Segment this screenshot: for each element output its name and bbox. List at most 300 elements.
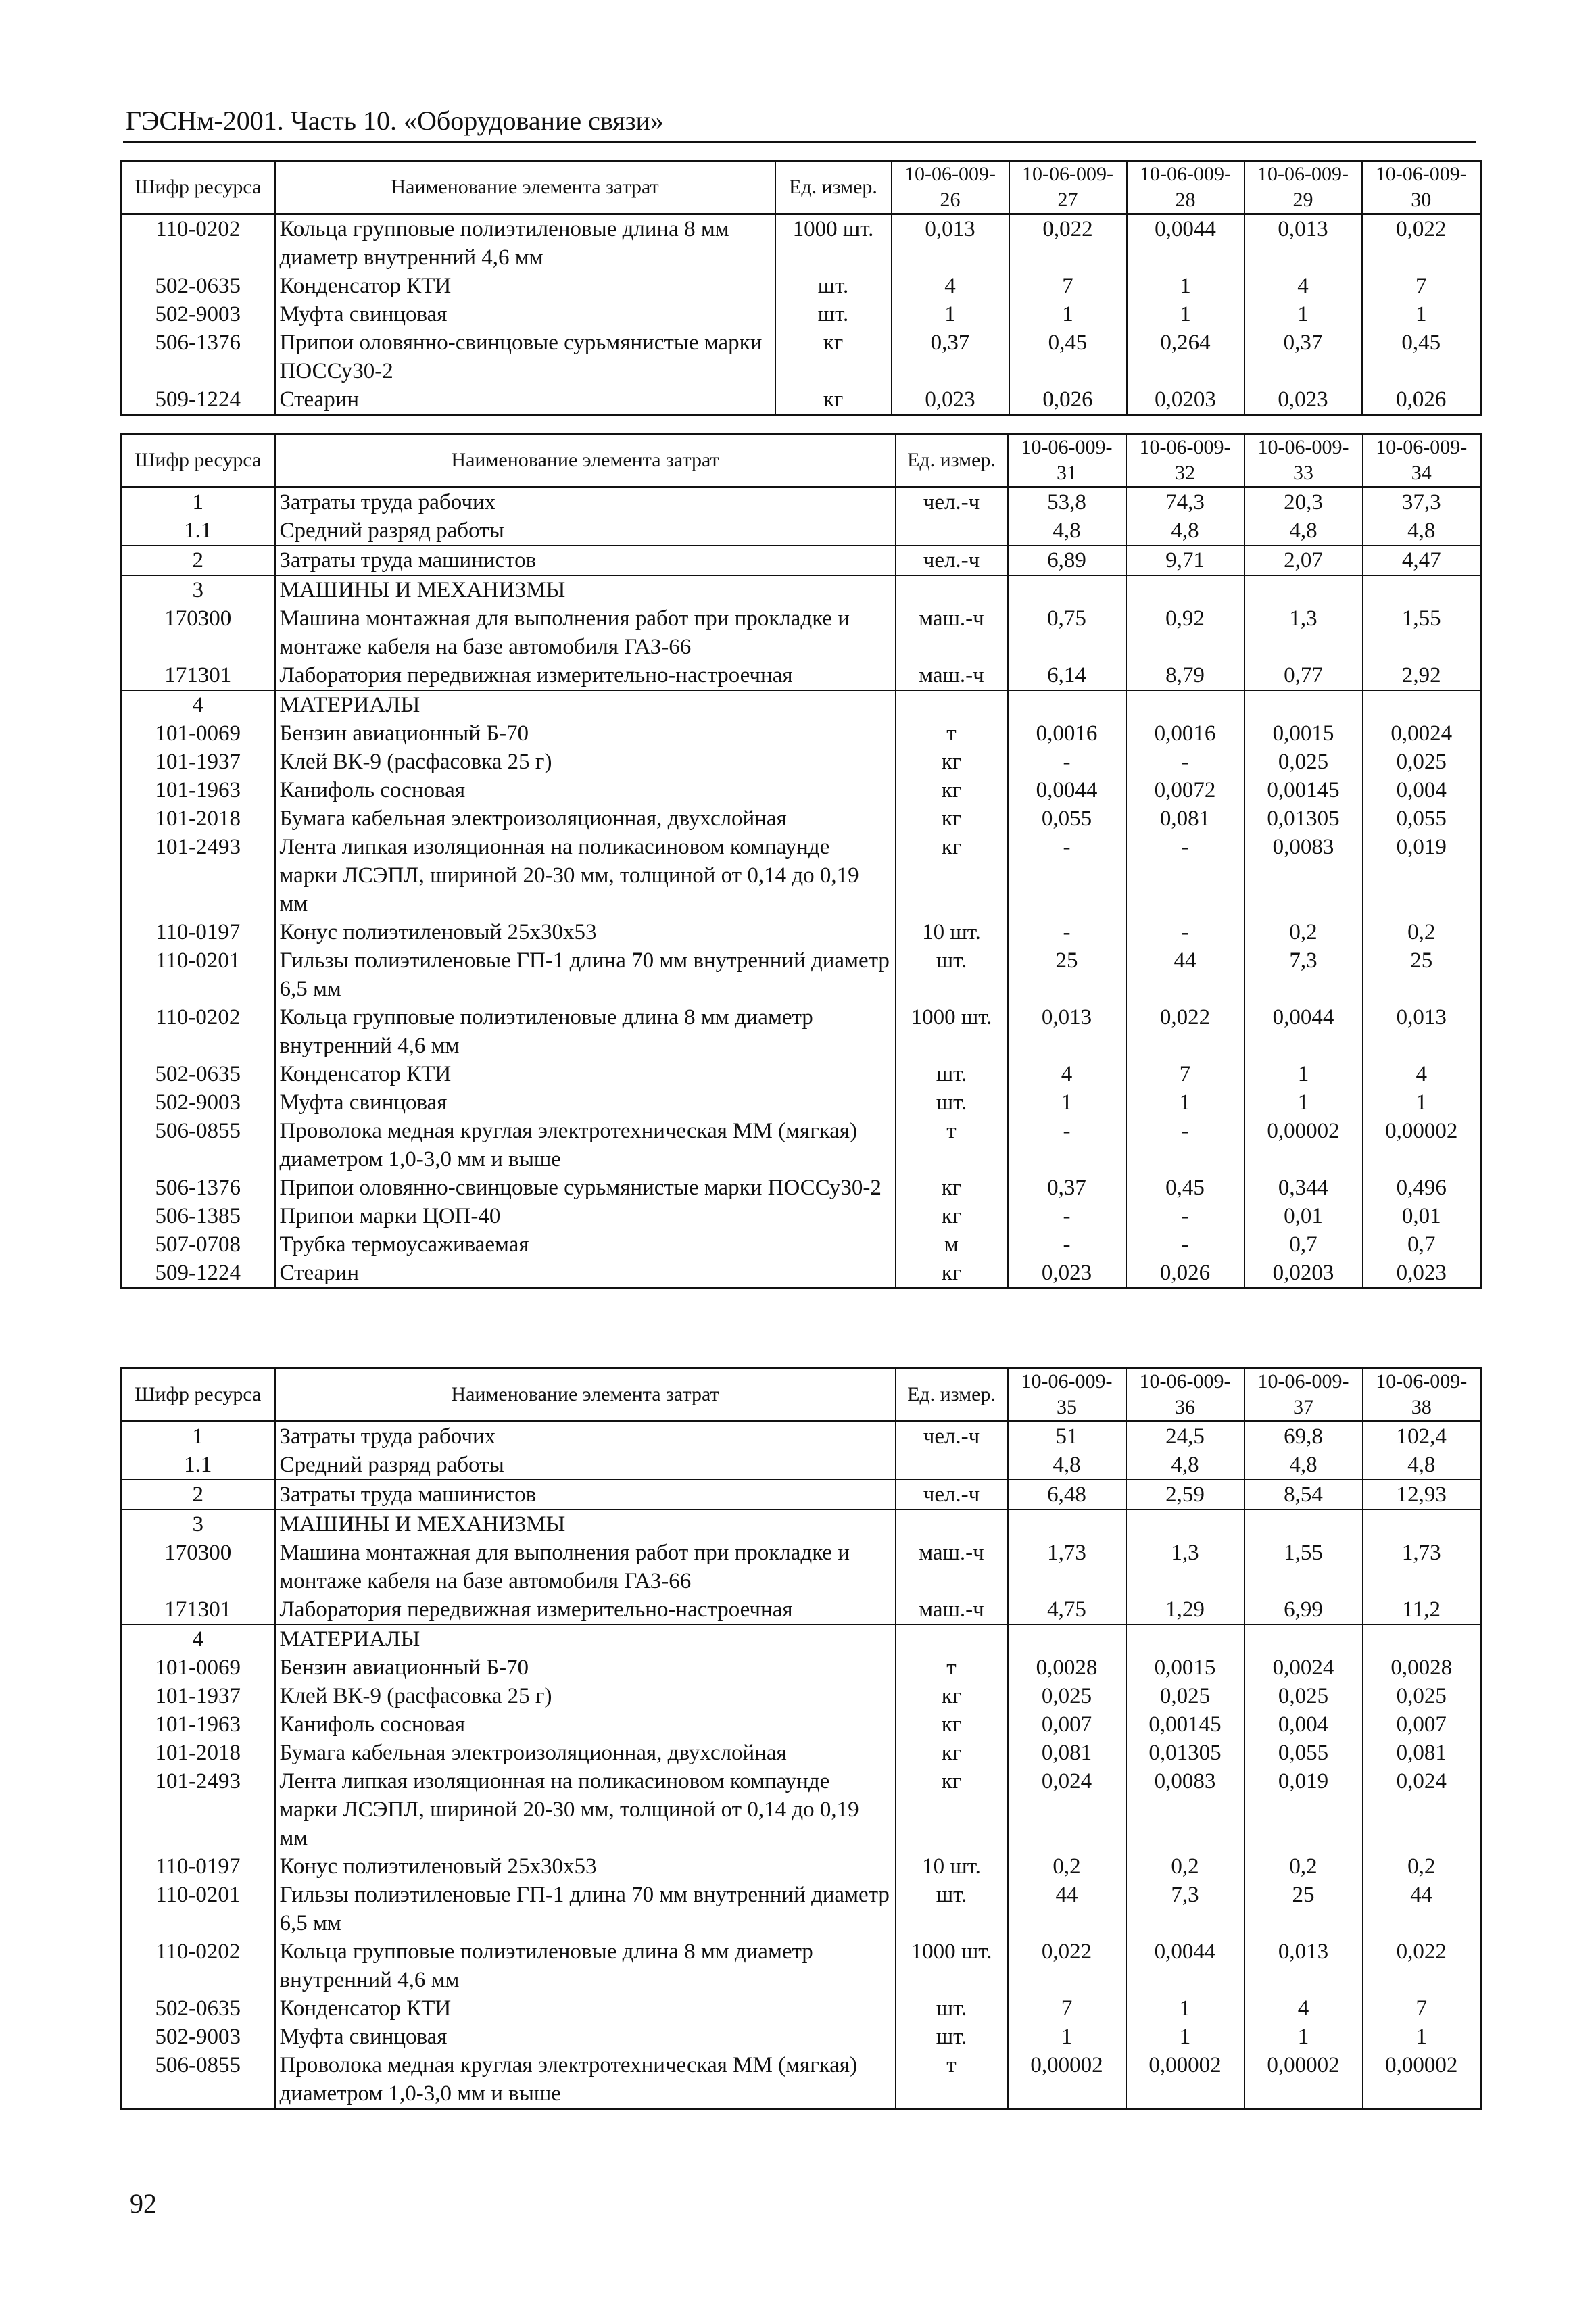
resource-value: 1,29 [1126, 1595, 1244, 1624]
resource-code: 101-0069 [121, 1654, 275, 1682]
resource-value: 4 [892, 272, 1009, 300]
resource-code: 110-0202 [121, 1937, 275, 1994]
resource-value: 6,14 [1008, 661, 1126, 690]
resource-value: 4,8 [1126, 516, 1244, 546]
resource-code: 506-1376 [121, 329, 275, 385]
resource-value: 1 [1126, 1088, 1244, 1117]
resource-code: 101-2493 [121, 833, 275, 918]
resource-value: 1,55 [1363, 604, 1481, 661]
resource-value [1363, 1510, 1481, 1539]
resource-code: 101-2493 [121, 1767, 275, 1852]
resource-unit: 1000 шт. [775, 214, 892, 272]
resource-value: 11,2 [1363, 1595, 1481, 1624]
resource-value: 0,0044 [1126, 1937, 1244, 1994]
resource-code: 502-0635 [121, 272, 275, 300]
resource-unit: маш.-ч [896, 1539, 1008, 1595]
table-row [121, 1510, 1481, 1539]
resource-value [1363, 690, 1481, 719]
resource-code: 110-0202 [121, 1003, 275, 1060]
resource-value: 0,0044 [1008, 776, 1126, 804]
resource-value: 0,023 [1008, 1259, 1126, 1288]
column-header-code: Шифр ресурса [121, 161, 275, 214]
resource-value: 0,0024 [1244, 1654, 1363, 1682]
resource-value: 0,37 [892, 329, 1009, 385]
resource-value: 7 [1126, 1060, 1244, 1088]
table-row [121, 1852, 1481, 1881]
resource-name: Затраты труда рабочих [275, 487, 896, 517]
resource-name: Кольца групповые полиэтиленовые длина 8 мм диаметр внутренний 4,6 мм [275, 1003, 896, 1060]
resource-value: - [1126, 1202, 1244, 1230]
resource-name: Затраты труда машинистов [275, 1480, 896, 1510]
resource-value: 0,024 [1363, 1767, 1481, 1852]
resource-name: Припои оловянно-свинцовые сурьмянистые марки ПОССу30-2 [275, 329, 775, 385]
resource-value: 6,89 [1008, 546, 1126, 575]
resource-name: Лаборатория передвижная измерительно-настроечная [275, 1595, 896, 1624]
resource-name: Стеарин [275, 1259, 896, 1288]
resource-name: Гильзы полиэтиленовые ГП-1 длина 70 мм внутренний диаметр 6,5 мм [275, 1881, 896, 1937]
column-header-norm: 10-06-009-26 [892, 161, 1009, 214]
resource-unit [896, 1510, 1008, 1539]
resource-value: 25 [1244, 1881, 1363, 1937]
resource-value: 0,013 [1244, 214, 1362, 272]
page-number: 92 [130, 2188, 157, 2219]
column-header-norm: 10-06-009-33 [1244, 434, 1363, 487]
resource-value: 1,55 [1244, 1539, 1363, 1595]
resource-value: 0,007 [1008, 1710, 1126, 1739]
resource-value: 1 [1009, 300, 1127, 329]
resource-code: 110-0202 [121, 214, 275, 272]
resource-value: 74,3 [1126, 487, 1244, 517]
table-row [121, 2023, 1481, 2051]
resource-value: 0,2 [1244, 918, 1363, 946]
table-header [121, 161, 1481, 214]
resource-value: 0,37 [1244, 329, 1362, 385]
resource-value [1244, 1624, 1363, 1654]
resource-value: 1,73 [1363, 1539, 1481, 1595]
table-row [121, 516, 1481, 546]
resource-value: 0,026 [1126, 1259, 1244, 1288]
resource-unit: 1000 шт. [896, 1937, 1008, 1994]
header-row [121, 434, 1481, 487]
column-header-norm: 10-06-009-36 [1126, 1368, 1244, 1422]
resource-unit: маш.-ч [896, 1595, 1008, 1624]
resource-value: 0,01305 [1244, 804, 1363, 833]
resource-value: 0,2 [1126, 1852, 1244, 1881]
resource-value: 0,92 [1126, 604, 1244, 661]
resource-value: 1,3 [1126, 1539, 1244, 1595]
resource-code: 506-0855 [121, 1117, 275, 1174]
resource-value: 0,2 [1363, 1852, 1481, 1881]
resource-name: Канифоль сосновая [275, 1710, 896, 1739]
resource-value: 0,496 [1363, 1174, 1481, 1202]
resource-value: 0,00002 [1008, 2051, 1126, 2109]
resource-value: - [1008, 748, 1126, 776]
resource-value: 0,022 [1126, 1003, 1244, 1060]
table-row [121, 661, 1481, 690]
resource-name: Бумага кабельная электроизоляционная, двухслойная [275, 804, 896, 833]
resource-value [1244, 575, 1363, 604]
table-row [121, 1539, 1481, 1595]
resource-name: МАШИНЫ И МЕХАНИЗМЫ [275, 1510, 896, 1539]
table-row [121, 487, 1481, 517]
column-header-unit: Ед. измер. [896, 434, 1008, 487]
table-row [121, 776, 1481, 804]
table-row [121, 719, 1481, 748]
column-header-name: Наименование элемента затрат [275, 161, 775, 214]
resource-code: 101-1937 [121, 748, 275, 776]
resource-value: 1 [1244, 1088, 1363, 1117]
resource-value: 0,0024 [1363, 719, 1481, 748]
resource-value: 0,0044 [1127, 214, 1244, 272]
resource-value: 0,00002 [1363, 1117, 1481, 1174]
column-header-norm: 10-06-009-30 [1362, 161, 1481, 214]
resource-value: 0,0028 [1008, 1654, 1126, 1682]
resource-code: 506-1376 [121, 1174, 275, 1202]
resource-value [1126, 1624, 1244, 1654]
resource-name: Затраты труда рабочих [275, 1422, 896, 1451]
resource-value: 24,5 [1126, 1422, 1244, 1451]
resource-code: 171301 [121, 1595, 275, 1624]
column-header-norm: 10-06-009-38 [1363, 1368, 1481, 1422]
resource-code: 101-2018 [121, 1739, 275, 1767]
resource-name: Бумага кабельная электроизоляционная, двухслойная [275, 1739, 896, 1767]
resource-code: 101-0069 [121, 719, 275, 748]
resource-value: 37,3 [1363, 487, 1481, 517]
resource-value: 53,8 [1008, 487, 1126, 517]
resource-code: 3 [121, 1510, 275, 1539]
resource-unit: кг [896, 748, 1008, 776]
resource-value: 1 [1244, 2023, 1363, 2051]
resource-value: 0,45 [1362, 329, 1481, 385]
resource-code: 502-9003 [121, 1088, 275, 1117]
resource-value: 0,023 [1244, 385, 1362, 415]
resource-unit: чел.-ч [896, 487, 1008, 517]
resource-value: - [1126, 1230, 1244, 1259]
resource-value: - [1126, 1117, 1244, 1174]
resource-value: - [1008, 1230, 1126, 1259]
resource-value: 44 [1008, 1881, 1126, 1937]
resource-name: Лаборатория передвижная измерительно-настроечная [275, 661, 896, 690]
resource-name: МАТЕРИАЛЫ [275, 1624, 896, 1654]
resource-name: Проволока медная круглая электротехническая ММ (мягкая) диаметром 1,0-3,0 мм и выше [275, 1117, 896, 1174]
resource-value: 0,013 [1008, 1003, 1126, 1060]
resource-value: 1 [1362, 300, 1481, 329]
resource-code: 1 [121, 1422, 275, 1451]
resource-unit: маш.-ч [896, 604, 1008, 661]
resource-value: 0,026 [1009, 385, 1127, 415]
resource-unit: кг [896, 833, 1008, 918]
table-body [121, 1422, 1481, 2109]
resource-value [1363, 1624, 1481, 1654]
resource-value: 0,00002 [1244, 2051, 1363, 2109]
resource-value: - [1126, 918, 1244, 946]
resource-name: МАШИНЫ И МЕХАНИЗМЫ [275, 575, 896, 604]
resource-value: 0,0203 [1127, 385, 1244, 415]
resource-value [1008, 575, 1126, 604]
resource-value: 44 [1363, 1881, 1481, 1937]
resource-value: 25 [1008, 946, 1126, 1003]
resource-value: 0,022 [1363, 1937, 1481, 1994]
column-header-norm: 10-06-009-28 [1127, 161, 1244, 214]
table-row [121, 1682, 1481, 1710]
resource-value: - [1008, 1202, 1126, 1230]
resource-value: 4,8 [1008, 516, 1126, 546]
resource-unit: шт. [775, 300, 892, 329]
resource-name: Муфта свинцовая [275, 300, 775, 329]
resource-name: Гильзы полиэтиленовые ГП-1 длина 70 мм внутренний диаметр 6,5 мм [275, 946, 896, 1003]
resource-code: 110-0201 [121, 946, 275, 1003]
table-row [121, 1624, 1481, 1654]
resource-value [1126, 1510, 1244, 1539]
resource-value: 0,2 [1008, 1852, 1126, 1881]
resource-value: 0,45 [1126, 1174, 1244, 1202]
resource-code: 502-0635 [121, 1060, 275, 1088]
resource-value: 0,025 [1008, 1682, 1126, 1710]
resource-unit: шт. [896, 946, 1008, 1003]
resource-unit [896, 575, 1008, 604]
resource-value: 0,013 [1363, 1003, 1481, 1060]
resource-value: 2,07 [1244, 546, 1363, 575]
table-row [121, 1003, 1481, 1060]
resource-value: 0,7 [1363, 1230, 1481, 1259]
resource-value: 0,025 [1363, 748, 1481, 776]
column-header-code: Шифр ресурса [121, 1368, 275, 1422]
resource-name: Бензин авиационный Б-70 [275, 719, 896, 748]
resource-unit: 1000 шт. [896, 1003, 1008, 1060]
resource-value: 69,8 [1244, 1422, 1363, 1451]
resource-value: 0,004 [1244, 1710, 1363, 1739]
resource-value: 0,37 [1008, 1174, 1126, 1202]
resource-code: 1.1 [121, 1451, 275, 1480]
resource-unit: кг [896, 804, 1008, 833]
resource-unit [896, 516, 1008, 546]
resource-value: 0,77 [1244, 661, 1363, 690]
resource-table-2 [120, 433, 1482, 1289]
resource-unit: т [896, 1117, 1008, 1174]
resource-value: 7,3 [1126, 1881, 1244, 1937]
resource-value: 0,004 [1363, 776, 1481, 804]
resource-value: 0,0016 [1008, 719, 1126, 748]
resource-unit [896, 690, 1008, 719]
resource-value: 1 [1127, 300, 1244, 329]
resource-value [1363, 575, 1481, 604]
resource-name: Средний разряд работы [275, 1451, 896, 1480]
table-row [121, 1230, 1481, 1259]
resource-name: Трубка термоусаживаемая [275, 1230, 896, 1259]
resource-value: 4 [1363, 1060, 1481, 1088]
table-row [121, 1174, 1481, 1202]
resource-value [1244, 690, 1363, 719]
resource-name: Лента липкая изоляционная на поликасиновом компаунде марки ЛСЭПЛ, шириной 20-30 мм, толщиной от 0,14 до 0,19 мм [275, 1767, 896, 1852]
resource-value: 0,00002 [1126, 2051, 1244, 2109]
resource-value [1008, 690, 1126, 719]
resource-value: 0,081 [1363, 1739, 1481, 1767]
resource-code: 502-0635 [121, 1994, 275, 2023]
resource-value: 51 [1008, 1422, 1126, 1451]
resource-code: 101-1937 [121, 1682, 275, 1710]
resource-value: 7 [1362, 272, 1481, 300]
resource-unit: т [896, 719, 1008, 748]
resource-value: 0,022 [1362, 214, 1481, 272]
resource-value: 0,025 [1126, 1682, 1244, 1710]
resource-value: 4,8 [1363, 1451, 1481, 1480]
resource-value [1126, 690, 1244, 719]
resource-code: 101-1963 [121, 776, 275, 804]
table-row [121, 946, 1481, 1003]
resource-name: Лента липкая изоляционная на поликасиновом компаунде марки ЛСЭПЛ, шириной 20-30 мм, толщиной от 0,14 до 0,19 мм [275, 833, 896, 918]
table-row [121, 1994, 1481, 2023]
resource-code: 170300 [121, 604, 275, 661]
resource-name: Муфта свинцовая [275, 2023, 896, 2051]
resource-value: 4 [1244, 1994, 1363, 2023]
resource-value: 0,00002 [1244, 1117, 1363, 1174]
resource-value: 0,7 [1244, 1230, 1363, 1259]
column-header-norm: 10-06-009-29 [1244, 161, 1362, 214]
resource-value: 6,99 [1244, 1595, 1363, 1624]
resource-value: 1 [1126, 1994, 1244, 2023]
resource-value: 0,0083 [1244, 833, 1363, 918]
resource-unit: шт. [896, 1060, 1008, 1088]
table-row [121, 1202, 1481, 1230]
resource-value: 12,93 [1363, 1480, 1481, 1510]
resource-code: 2 [121, 1480, 275, 1510]
resource-code: 509-1224 [121, 1259, 275, 1288]
resource-unit: кг [896, 1174, 1008, 1202]
resource-value: 0,055 [1363, 804, 1481, 833]
resource-name: Машина монтажная для выполнения работ при прокладке и монтаже кабеля на базе автомобиля ГАЗ-66 [275, 1539, 896, 1595]
resource-value: 1 [1126, 2023, 1244, 2051]
table-row [121, 546, 1481, 575]
table-row [121, 1117, 1481, 1174]
table-row [121, 690, 1481, 719]
table-row [121, 1881, 1481, 1937]
resource-name: Муфта свинцовая [275, 1088, 896, 1117]
resource-unit: чел.-ч [896, 546, 1008, 575]
resource-unit: шт. [896, 2023, 1008, 2051]
resource-name: Конденсатор КТИ [275, 1994, 896, 2023]
table-row [121, 1654, 1481, 1682]
resource-value: 1 [1008, 1088, 1126, 1117]
resource-unit [896, 1624, 1008, 1654]
resource-value: 1,3 [1244, 604, 1363, 661]
resource-name: Припои марки ЦОП-40 [275, 1202, 896, 1230]
resource-unit: т [896, 1654, 1008, 1682]
resource-value [1244, 1510, 1363, 1539]
resource-value: 0,019 [1244, 1767, 1363, 1852]
resource-code: 101-2018 [121, 804, 275, 833]
resource-unit: шт. [896, 1881, 1008, 1937]
resource-name: Конус полиэтиленовый 25х30х53 [275, 918, 896, 946]
resource-name: Конденсатор КТИ [275, 272, 775, 300]
resource-value: 0,0015 [1244, 719, 1363, 748]
resource-unit: шт. [775, 272, 892, 300]
column-header-name: Наименование элемента затрат [275, 1368, 896, 1422]
resource-name: Конус полиэтиленовый 25х30х53 [275, 1852, 896, 1881]
table-row [121, 329, 1481, 385]
resource-value: 0,0015 [1126, 1654, 1244, 1682]
table-row [121, 1060, 1481, 1088]
column-header-name: Наименование элемента затрат [275, 434, 896, 487]
table-row [121, 214, 1481, 272]
resource-value: 0,00002 [1363, 2051, 1481, 2109]
resource-unit: маш.-ч [896, 661, 1008, 690]
resource-unit: кг [775, 385, 892, 415]
resource-value: 0,025 [1244, 748, 1363, 776]
resource-code: 1 [121, 487, 275, 517]
table-row [121, 918, 1481, 946]
resource-value: 0,025 [1363, 1682, 1481, 1710]
resource-value: 0,019 [1363, 833, 1481, 918]
table-row [121, 2051, 1481, 2109]
resource-name: Кольца групповые полиэтиленовые длина 8 мм диаметр внутренний 4,6 мм [275, 1937, 896, 1994]
resource-value: 0,055 [1008, 804, 1126, 833]
resource-name: Клей ВК-9 (расфасовка 25 г) [275, 748, 896, 776]
resource-value: 25 [1363, 946, 1481, 1003]
resource-code: 506-1385 [121, 1202, 275, 1230]
header-row [121, 1368, 1481, 1422]
resource-value: 0,0203 [1244, 1259, 1363, 1288]
resource-value: 0,264 [1127, 329, 1244, 385]
resource-value: 0,023 [1363, 1259, 1481, 1288]
resource-unit: кг [896, 1259, 1008, 1288]
resource-value [1008, 1510, 1126, 1539]
resource-value: 8,54 [1244, 1480, 1363, 1510]
resource-value: 6,48 [1008, 1480, 1126, 1510]
resource-value: 0,2 [1363, 918, 1481, 946]
resource-value: 1 [1244, 300, 1362, 329]
table-row [121, 575, 1481, 604]
table-row [121, 1595, 1481, 1624]
resource-value: - [1126, 833, 1244, 918]
resource-value: 4,8 [1126, 1451, 1244, 1480]
table-row [121, 385, 1481, 415]
resource-code: 502-9003 [121, 2023, 275, 2051]
resource-unit: м [896, 1230, 1008, 1259]
resource-value: 0,01305 [1126, 1739, 1244, 1767]
resource-value: 0,0072 [1126, 776, 1244, 804]
resource-value: 0,081 [1008, 1739, 1126, 1767]
resource-name: Припои оловянно-свинцовые сурьмянистые марки ПОССу30-2 [275, 1174, 896, 1202]
resource-code: 110-0197 [121, 918, 275, 946]
resource-name: Конденсатор КТИ [275, 1060, 896, 1088]
resource-value: 0,344 [1244, 1174, 1363, 1202]
table-body [121, 214, 1481, 415]
column-header-norm: 10-06-009-37 [1244, 1368, 1363, 1422]
resource-code: 502-9003 [121, 300, 275, 329]
resource-value: 0,022 [1008, 1937, 1126, 1994]
table-row [121, 1767, 1481, 1852]
table-row [121, 833, 1481, 918]
table-row [121, 604, 1481, 661]
resource-value: - [1008, 833, 1126, 918]
column-header-norm: 10-06-009-27 [1009, 161, 1127, 214]
resource-value: 4,8 [1008, 1451, 1126, 1480]
resource-unit: кг [896, 1682, 1008, 1710]
resource-unit: 10 шт. [896, 1852, 1008, 1881]
table-row [121, 1710, 1481, 1739]
table-row [121, 300, 1481, 329]
resource-value: 20,3 [1244, 487, 1363, 517]
table-row [121, 1937, 1481, 1994]
resource-unit: шт. [896, 1088, 1008, 1117]
resource-value: 0,01 [1244, 1202, 1363, 1230]
resource-value: 0,007 [1363, 1710, 1481, 1739]
resource-value: 7 [1363, 1994, 1481, 2023]
header-row [121, 161, 1481, 214]
table-row [121, 1088, 1481, 1117]
resource-name: МАТЕРИАЛЫ [275, 690, 896, 719]
resource-value: 1 [1363, 1088, 1481, 1117]
